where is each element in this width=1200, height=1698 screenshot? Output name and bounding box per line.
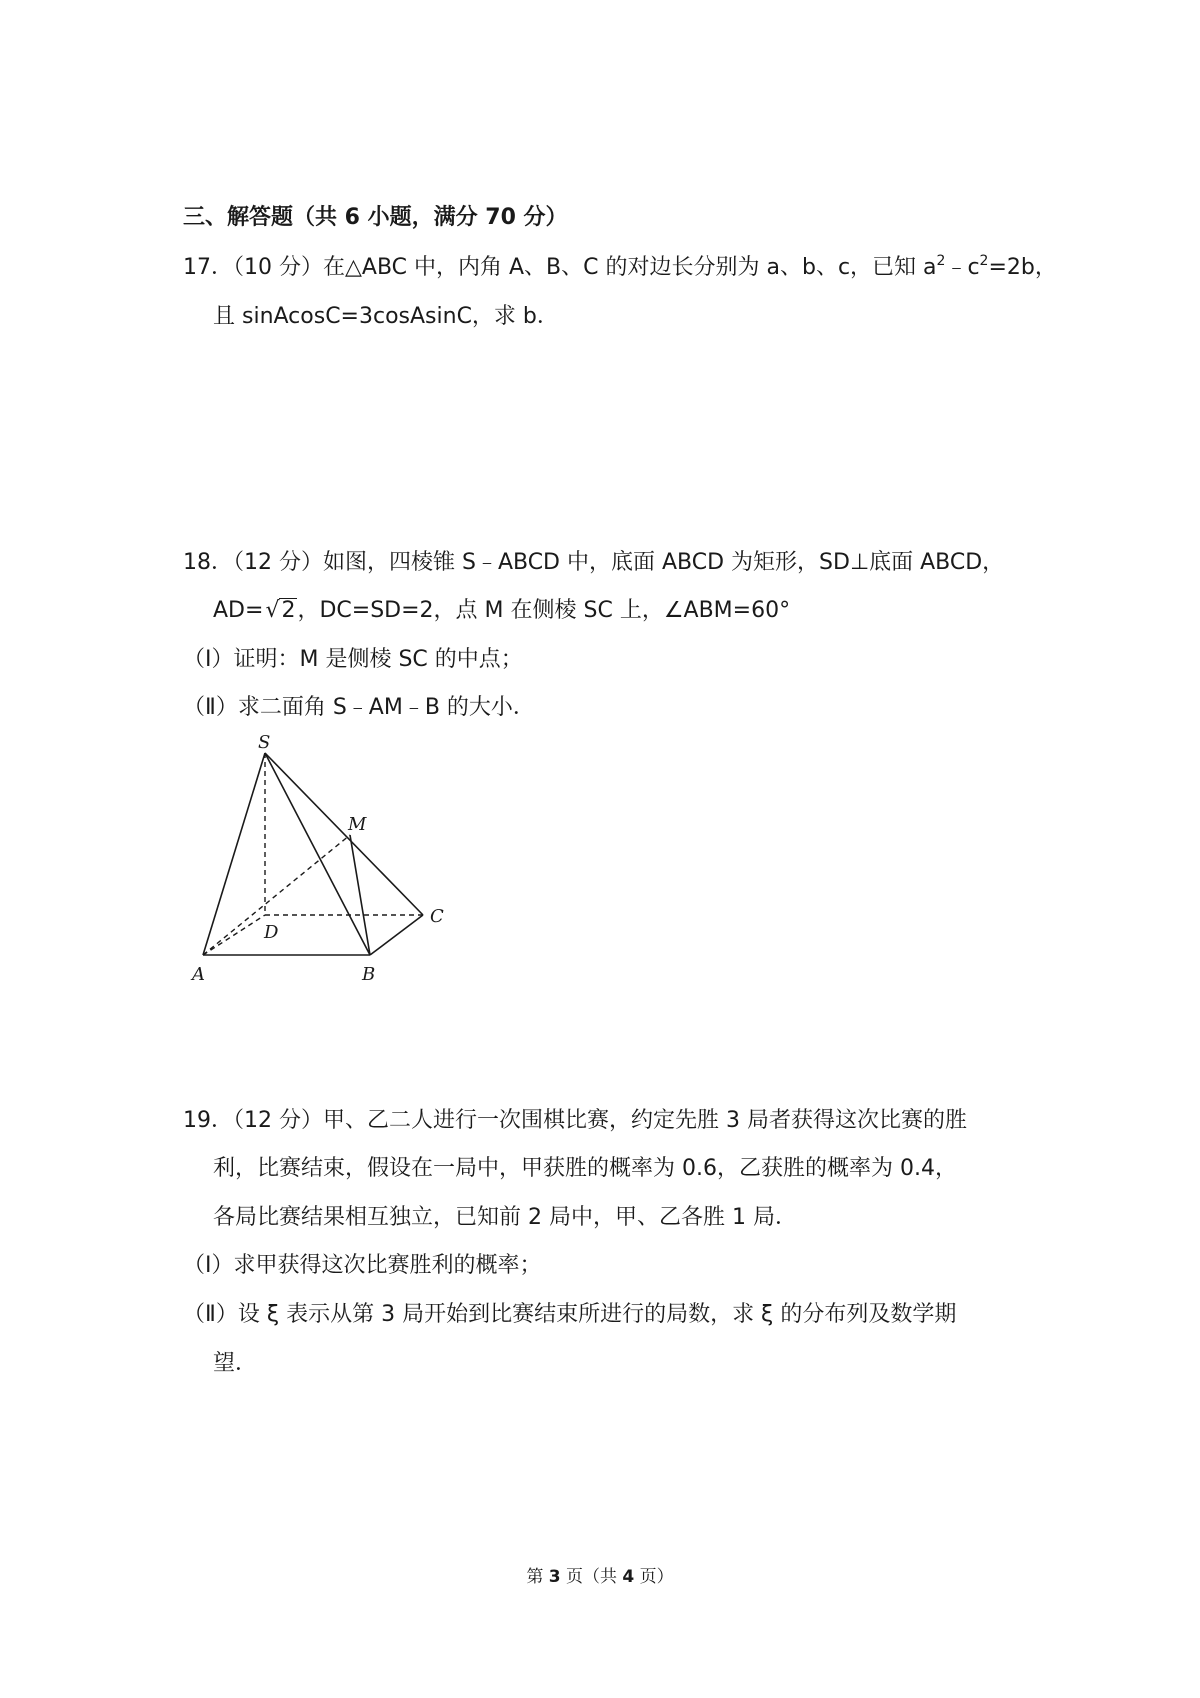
label-M: M <box>348 814 367 835</box>
q18-part2: （Ⅱ）求二面角 S﹣AM﹣B 的大小． <box>183 695 535 720</box>
pyramid-diagram <box>180 730 460 995</box>
footer-page-number: 3 <box>548 1567 561 1587</box>
q18-line2 <box>213 596 790 626</box>
edge-SB <box>265 753 370 955</box>
sqrt-radicand: 2 <box>281 598 296 623</box>
q19-line2: 利，比赛结束，假设在一局中，甲获胜的概率为 0.6，乙获胜的概率为 0.4， <box>213 1156 957 1181</box>
q18-part1: （Ⅰ）证明：M 是侧棱 SC 的中点； <box>183 647 523 672</box>
label-S: S <box>258 732 271 753</box>
q17-sup2: 2 <box>979 253 989 269</box>
q19-part2-line1: （Ⅱ）设 ξ 表示从第 3 局开始到比赛结束所进行的局数，求 ξ 的分布列及数学期 <box>183 1302 957 1327</box>
q19-part1: （Ⅰ）求甲获得这次比赛胜利的概率； <box>183 1253 542 1278</box>
edge-AD-hidden <box>203 915 265 955</box>
footer-pre: 第 <box>526 1567 549 1587</box>
edge-SC <box>265 753 423 915</box>
q17-line1-mid: ﹣c <box>945 255 980 280</box>
q18-line1: 18．（12 分）如图，四棱锥 S﹣ABCD 中，底面 ABCD 为矩形，SD⊥底面 ABCD， <box>183 550 1005 575</box>
q17-line2: 且 sinAcosC=3cosAsinC，求 b． <box>213 304 559 329</box>
q17-line1-pre: 17．（10 分）在△ABC 中，内角 A、B、C 的对边长分别为 a、b、c，已知 a <box>183 255 937 280</box>
pyramid-figure <box>180 730 460 995</box>
q17-line1-post: =2b， <box>988 255 1057 280</box>
q19-part2-line2: 望． <box>213 1351 258 1376</box>
page-footer <box>0 1566 1200 1588</box>
label-D: D <box>264 922 279 943</box>
label-B: B <box>362 964 376 985</box>
section-title: 三、解答题（共 6 小题，满分 70 分） <box>183 205 568 230</box>
q17-line1 <box>183 253 1057 283</box>
q17-sup1: 2 <box>936 253 946 269</box>
edge-SA <box>203 753 265 955</box>
q18-line2-post: ，DC=SD=2，点 M 在侧棱 SC 上，∠ABM=60° <box>297 598 791 623</box>
q18-line2-pre: AD= <box>213 598 264 623</box>
footer-total-pages: 4 <box>622 1567 635 1587</box>
label-A: A <box>192 964 205 985</box>
q19-line3: 各局比赛结果相互独立，已知前 2 局中，甲、乙各胜 1 局． <box>213 1205 797 1230</box>
q19-line1: 19．（12 分）甲、乙二人进行一次围棋比赛，约定先胜 3 局者获得这次比赛的胜 <box>183 1108 967 1133</box>
sqrt-symbol: √2 <box>265 598 296 623</box>
footer-post: 页） <box>634 1567 674 1587</box>
edge-BC <box>370 915 423 955</box>
footer-mid: 页（共 <box>560 1567 623 1587</box>
label-C: C <box>430 906 444 927</box>
